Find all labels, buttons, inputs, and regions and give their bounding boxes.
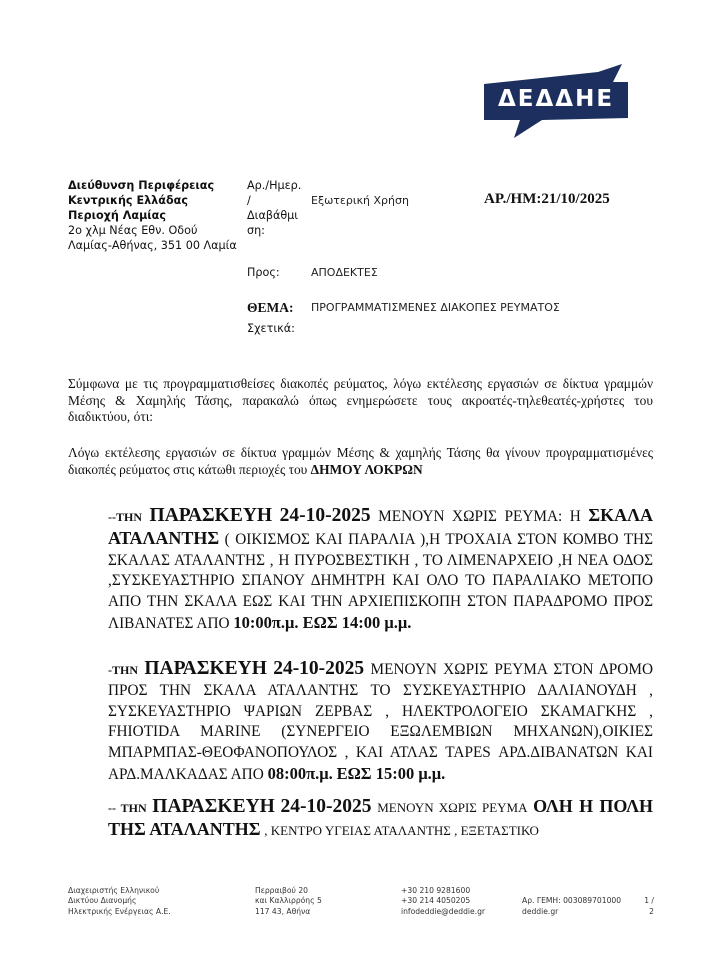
notice-text: ( ΟΙΚΙΣΜΟΣ ΚΑΙ ΠΑΡΑΛΙΑ ),Η ΤΡΟΧΑΙΑ ΣΤΟΝ ΚΟΜΒΟ ΤΗΣ ΣΚΑΛΑΣ ΑΤΑΛΑΝΤΗΣ , Η ΠΥΡΟΣΒΕΣΤΙΚΗ , ΤΟ ΛΙΜΕΝΑΡΧΕΙΟ ,Η ΝΕΑ ΟΔΟΣ ,ΣΥΣΚΕΥΑΣΤΗΡΙΟ ΣΠΑΝΟΥ ΔΗΜΗΤΡΗ ΚΑΙ ΟΛΟ ΤΟ ΠΑΡΑΛΙΑΚΟ ΜΕΤΟΠΟ ΑΠΟ ΤΗΝ ΣΚΑΛΑ ΕΩΣ ΚΑΙ ΤΗΝ ΑΡΧΙΕΠΙΣΚΟΠΗ ΣΤΟΝ ΠΑΡΑΔΡΟΜΟ ΠΡΟΣ ΛΙΒΑΝΑΤΕΣ ΑΠΟ	[108, 530, 653, 632]
reference-label-line: Αρ./Ημερ.	[247, 179, 302, 192]
footer-line: 117 43, Αθήνα	[255, 906, 311, 916]
footer-address	[255, 886, 322, 917]
notice-time-to: ΕΩΣ 15:00 μ.μ.	[336, 763, 446, 783]
notice-area: ΟΛΗ Η ΠΟΛΗ ΤΗΣ ΑΤΑΛΑΝΤΗΣ	[108, 796, 654, 839]
notice-date: 24-10-2025	[280, 796, 372, 817]
outage-notice-3	[108, 796, 653, 842]
classification: Εξωτερική Χρήση	[311, 194, 409, 207]
footer-registry-number: Αρ. ΓΕΜΗ: 003089701000	[522, 896, 622, 906]
notice-date: 24-10-2025	[273, 658, 365, 679]
footer-line: Ηλεκτρικής Ενέργειας Α.Ε.	[68, 906, 171, 916]
reference-label-line: /	[247, 194, 251, 207]
notice-prefix: -- ΤΗΝ	[108, 801, 147, 815]
footer-company	[68, 886, 171, 917]
intro-paragraph: Σύμφωνα με τις προγραμματισθείσες διακοπές ρεύματος, λόγω εκτέλεσης εργασιών σε δίκτυα γραμμών Μέσης & Χαμηλής Τάσης, παρακαλώ όπως ενημερώσετε τους ακροατές-τηλεθεατές-χρήστες του διαδικτύου, ότι:	[68, 376, 653, 424]
notice-prefix: -ΤΗΝ	[108, 663, 138, 677]
notice-time: 10:00π.μ. ΕΩΣ 14:00 μ.μ.	[233, 612, 412, 632]
notice-text: ΜΕΝΟΥΝ ΧΩΡΙΣ ΡΕΥΜΑ ΣΤΟΝ ΔΡΟΜΟ ΠΡΟΣ ΤΗΝ ΣΚΑΛΑ ΑΤΑΛΑΝΤΗΣ ΤΟ ΣΥΣΚΕΥΑΣΤΗΡΙΟ ΔΑΛΙΑΝΟΥΔΗ , ΣΥΣΚΕΥΑΣΤΗΡΙΟ ΨΑΡΙΩΝ ΖΕΡΒΑΣ , ΗΛΕΚΤΡΟΛΟΓΕΙΟ ΣΚΑΜΑΓΚΗΣ , FHIOTIDA MARINE (ΣΥΝΕΡΓΕΙΟ ΕΞΩΛΕΜΒΙΩΝ ΜΗΧΑΝΩΝ),ΟΙΚΙΕΣ ΜΠΑΡΜΠΑΣ-ΘΕΟΦΑΝΟΠΟΥΛΟΣ , ΚΑΙ ΑΤΛΑΣ TAPES ΑΡΔ.ΔΙΒΑΝΑΤΩΝ ΚΑΙ ΑΡΔ.ΜΑΛΚΑΔΑΣ ΑΠΟ	[108, 661, 653, 783]
sender-line: Λαμίας-Αθήνας, 351 00 Λαμία	[68, 239, 237, 252]
company-logo	[482, 62, 630, 140]
notice-day: ΠΑΡΑΣΚΕΥΗ	[149, 505, 273, 526]
notice-day: ΠΑΡΑΣΚΕΥΗ	[152, 796, 275, 817]
logo-wordmark: ΔΕΔΔΗΕ	[497, 86, 615, 112]
notice-day: ΠΑΡΑΣΚΕΥΗ	[144, 658, 267, 679]
footer-email-link[interactable]: infodeddie@deddie.gr	[401, 906, 486, 916]
subject-label: ΘΕΜΑ:	[247, 300, 294, 315]
notice-prefix: --ΤΗΝ	[108, 510, 142, 524]
notice-text: , ΚΕΝΤΡΟ ΥΓΕΙΑΣ ΑΤΑΛΑΝΤΗΣ , ΕΞΕΤΑΣΤΙΚΟ	[264, 822, 539, 838]
footer-registry	[522, 896, 621, 917]
sender-line: Περιοχή Λαμίας	[68, 209, 166, 222]
footer-contact	[401, 886, 485, 917]
page-number-total: 2	[649, 906, 654, 916]
outage-notice-1	[108, 505, 653, 635]
related-label: Σχετικά:	[247, 322, 295, 335]
footer-line: Διαχειριστής Ελληνικού	[68, 886, 160, 895]
outage-notice-2	[108, 659, 653, 786]
footer-phone: +30 214 4050205	[401, 896, 471, 906]
sender-address	[68, 178, 237, 253]
page-number-current: 1 /	[644, 896, 654, 906]
notice-area: ΣΚΑΛΑ ΑΤΑΛΑΝΤΗΣ	[108, 505, 654, 548]
page-number	[640, 896, 654, 917]
sender-line: Διεύθυνση Περιφέρειας	[68, 179, 215, 192]
notice-date: 24-10-2025	[279, 505, 371, 526]
reference-label	[247, 178, 307, 238]
lead-paragraph	[68, 445, 653, 478]
footer-line: Δικτύου Διανομής	[68, 896, 137, 906]
footer-phone: +30 210 9281600	[401, 886, 471, 895]
reference-label-line: Διαβάθμι	[247, 209, 299, 222]
to-label: Προς:	[247, 266, 280, 279]
to-value: ΑΠΟΔΕΚΤΕΣ	[311, 266, 378, 279]
notice-time-from: 08:00π.μ.	[267, 763, 333, 783]
reference-number: ΑΡ./ΗΜ:21/10/2025	[484, 191, 610, 207]
municipality-name: ΔΗΜΟΥ ΛΟΚΡΩΝ	[310, 461, 423, 477]
sender-line: Κεντρικής Ελλάδας	[68, 194, 188, 207]
notice-text: ΜΕΝΟΥΝ ΧΩΡΙΣ ΡΕΥΜΑ	[377, 800, 528, 815]
sender-line: 2ο χλμ Νέας Εθν. Οδού	[68, 224, 198, 237]
footer-website-link[interactable]: deddie.gr	[522, 906, 559, 916]
reference-label-line: ση:	[247, 224, 265, 237]
lead-text: Λόγω εκτέλεσης εργασιών σε δίκτυα γραμμών Μέσης & χαμηλής Τάσης θα γίνουν προγραμματισμένες διακοπές ρεύματος στις κάτωθι περιοχές του	[68, 445, 653, 477]
notice-text: ΜΕΝΟΥΝ ΧΩΡΙΣ ΡΕΥΜΑ: Η	[378, 508, 581, 525]
subject-value: ΠΡΟΓΡΑΜΜΑΤΙΣΜΕΝΕΣ ΔΙΑΚΟΠΕΣ ΡΕΥΜΑΤΟΣ	[311, 301, 560, 314]
footer-line: και Καλλιρρόης 5	[255, 896, 322, 906]
footer-line: Περραιβού 20	[255, 886, 308, 895]
